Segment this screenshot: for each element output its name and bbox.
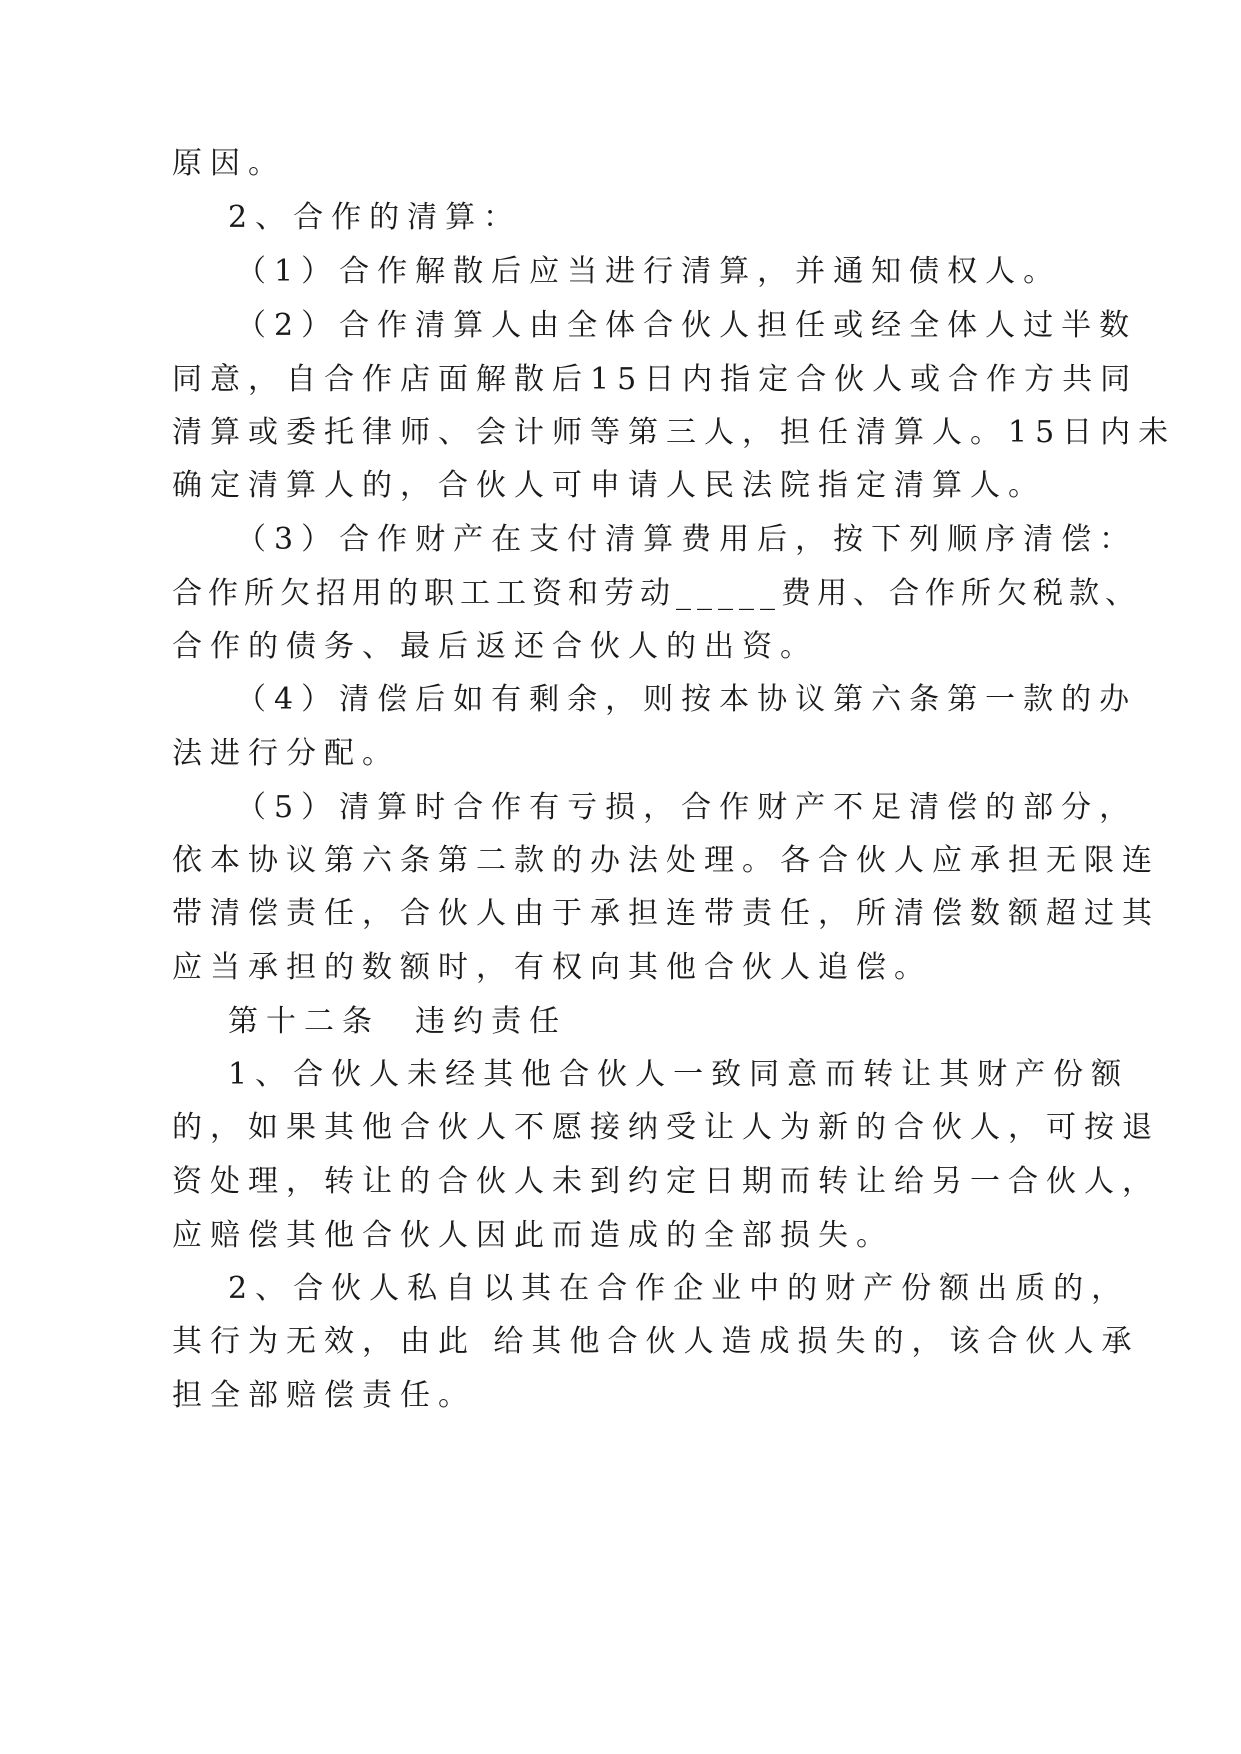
text-line: 2、合伙人私自以其在合作企业中的财产份额出质的， — [228, 1271, 1130, 1306]
text-line: 清算或委托律师、会计师等第三人，担任清算人。15日内未 — [172, 415, 1177, 450]
text-line: 合作的债务、最后返还合伙人的出资。 — [172, 629, 818, 664]
text-line: （4）清偿后如有剩余，则按本协议第六条第一款的办 — [236, 682, 1138, 717]
text-line: （1）合作解散后应当进行清算，并通知债权人。 — [236, 254, 1062, 289]
text-line: 应赔偿其他合伙人因此而造成的全部损失。 — [172, 1218, 894, 1253]
text-line: 资处理，转让的合伙人未到约定日期而转让给另一合伙人， — [172, 1164, 1160, 1199]
text-line: （2）合作清算人由全体合伙人担任或经全体人过半数 — [236, 308, 1138, 343]
text-line: 带清偿责任，合伙人由于承担连带责任，所清偿数额超过其 — [172, 896, 1160, 931]
text-line: 担全部赔偿责任。 — [172, 1378, 476, 1413]
text-line: 应当承担的数额时，有权向其他合伙人追偿。 — [172, 950, 932, 985]
text-line: 原因。 — [172, 146, 286, 181]
text-line: 的，如果其他合伙人不愿接纳受让人为新的合伙人，可按退 — [172, 1110, 1160, 1145]
text-line: （5）清算时合作有亏损，合作财产不足清偿的部分， — [236, 790, 1138, 825]
text-line: 2、合作的清算： — [228, 200, 522, 235]
text-line: 确定清算人的，合伙人可申请人民法院指定清算人。 — [172, 468, 1046, 503]
text-line: 法进行分配。 — [172, 736, 400, 771]
text-line: （3）合作财产在支付清算费用后，按下列顺序清偿： — [236, 522, 1138, 557]
section-heading: 第十二条 违约责任 — [228, 1004, 568, 1039]
text-line: 其行为无效，由此 给其他合伙人造成损失的，该合伙人承 — [172, 1324, 1140, 1359]
text-line: 同意，自合作店面解散后15日内指定合伙人或合作方共同 — [172, 362, 1139, 397]
text-line: 合作所欠招用的职工工资和劳动_____费用、合作所欠税款、 — [172, 576, 1141, 611]
text-line: 依本协议第六条第二款的办法处理。各合伙人应承担无限连 — [172, 843, 1160, 878]
text-line: 1、合伙人未经其他合伙人一致同意而转让其财产份额 — [228, 1057, 1130, 1092]
